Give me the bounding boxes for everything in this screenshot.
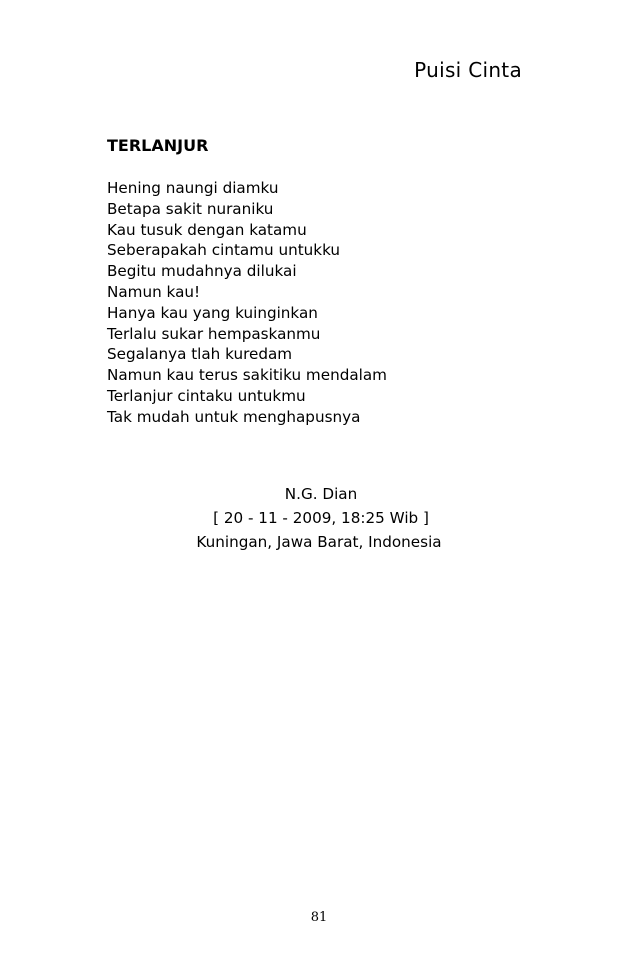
poem-line: Begitu mudahnya dilukai	[107, 262, 297, 281]
poem-line: Betapa sakit nuraniku	[107, 199, 274, 218]
poem	[107, 136, 527, 428]
poem-line: Namun kau terus sakitiku mendalam	[107, 366, 387, 385]
poem-line: Hening naungi diamku	[107, 179, 279, 197]
poem-line: Hanya kau yang kuinginkan	[107, 303, 318, 322]
poem-line: Terlalu sukar hempaskanmu	[107, 324, 321, 343]
poem-title: TERLANJUR	[107, 136, 209, 155]
signature-place: Kuningan, Jawa Barat, Indonesia	[196, 533, 442, 551]
poem-line: Namun kau!	[107, 282, 201, 301]
poem-line: Segalanya tlah kuredam	[107, 345, 293, 364]
poem-lines	[107, 178, 527, 428]
poem-line: Terlanjur cintaku untukmu	[107, 386, 306, 405]
running-header-title: Puisi Cinta	[414, 58, 522, 82]
poem-line: Seberapakah cintamu untukku	[107, 241, 341, 260]
poem-line: Kau tusuk dengan katamu	[107, 220, 307, 239]
poem-signature	[0, 482, 638, 554]
signature-author: N.G. Dian	[284, 485, 358, 503]
poem-line: Tak mudah untuk menghapusnya	[107, 407, 361, 426]
signature-date: [ 20 - 11 - 2009, 18:25 Wib ]	[213, 509, 429, 527]
page-number: 81	[310, 910, 328, 925]
